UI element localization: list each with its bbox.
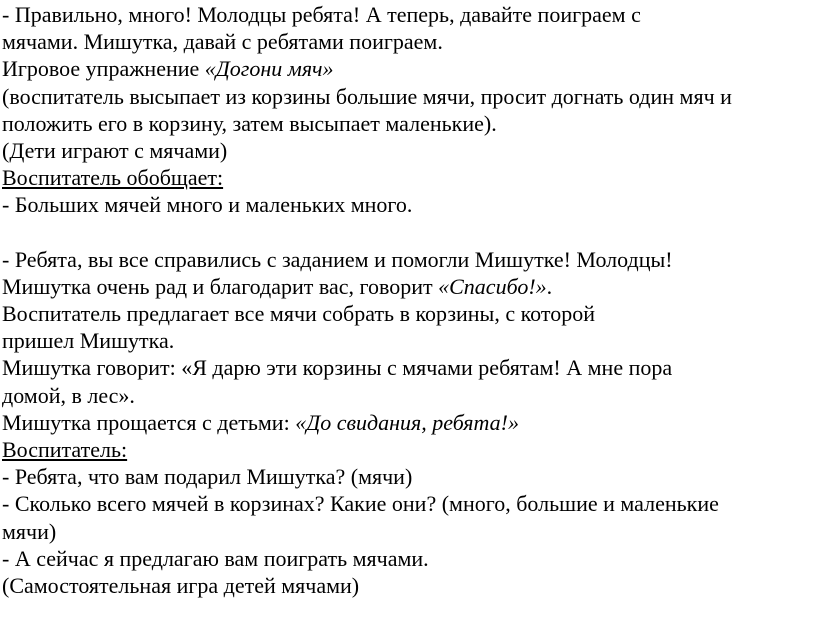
text-segment: Игровое упражнение: [2, 56, 205, 82]
text-segment: - Больших мячей много и маленьких много.: [2, 192, 413, 218]
text-line: [2, 300, 816, 327]
text-segment: (Самостоятельная игра детей мячами): [2, 572, 360, 598]
text-segment: Воспитатель предлагает все мячи собрать в корзины, с которой: [2, 301, 595, 327]
text-line: [2, 463, 816, 490]
text-line: [2, 55, 816, 82]
text-line: [2, 382, 816, 409]
italic-text: «До свидания, ребята!»: [295, 409, 519, 435]
text-line: [2, 327, 816, 354]
text-segment: мячи): [2, 518, 57, 544]
text-segment: домой, в лес».: [2, 382, 135, 408]
text-line: [2, 191, 816, 218]
text-segment: - Правильно, много! Молодцы ребята! А теперь, давайте поиграем с: [2, 2, 641, 27]
italic-text: «Догони мяч»: [204, 56, 334, 82]
text-line: [2, 110, 816, 137]
text-line: [2, 137, 816, 164]
text-line: [2, 572, 816, 599]
text-line: [2, 273, 816, 300]
text-segment: (воспитатель высыпает из корзины большие мячи, просит догнать один мяч и: [2, 83, 732, 109]
text-line: [2, 28, 816, 55]
text-segment: - Ребята, что вам подарил Мишутка? (мячи): [2, 464, 413, 490]
text-line: [2, 490, 816, 517]
text-line: [2, 518, 816, 545]
text-segment: мячами. Мишутка, давай с ребятами поиграем.: [2, 29, 443, 55]
text-segment: положить его в корзину, затем высыпает маленькие).: [2, 110, 497, 136]
text-line: [2, 354, 816, 381]
text-line: [2, 164, 816, 191]
text-line: [2, 436, 816, 463]
text-segment: Мишутка прощается с детьми:: [2, 409, 296, 435]
underlined-heading: Воспитатель:: [2, 437, 128, 462]
text-segment: пришел Мишутка.: [2, 328, 175, 354]
underlined-heading: Воспитатель обобщает:: [2, 165, 224, 191]
text-line: [2, 246, 816, 273]
text-segment: .: [546, 273, 553, 299]
text-line: [2, 83, 816, 110]
blank-line: [2, 219, 816, 246]
italic-text: «Спасибо!»: [438, 273, 547, 299]
text-segment: Мишутка очень рад и благодарит вас, говорит: [2, 273, 439, 299]
text-segment: - Сколько всего мячей в корзинах? Какие они? (много, большие и маленькие: [2, 491, 719, 517]
text-segment: - Ребята, вы все справились с заданием и помогли Мишутке! Молодцы!: [2, 246, 673, 272]
text-segment: (Дети играют с мячами): [2, 137, 228, 163]
text-line: [2, 545, 816, 572]
text-segment: Мишутка говорит: «Я дарю эти корзины с мячами ребятам! А мне пора: [2, 355, 673, 381]
text-segment: - А сейчас я предлагаю вам поиграть мячами.: [2, 545, 429, 571]
text-line: [2, 409, 816, 436]
text-line: [2, 1, 816, 28]
